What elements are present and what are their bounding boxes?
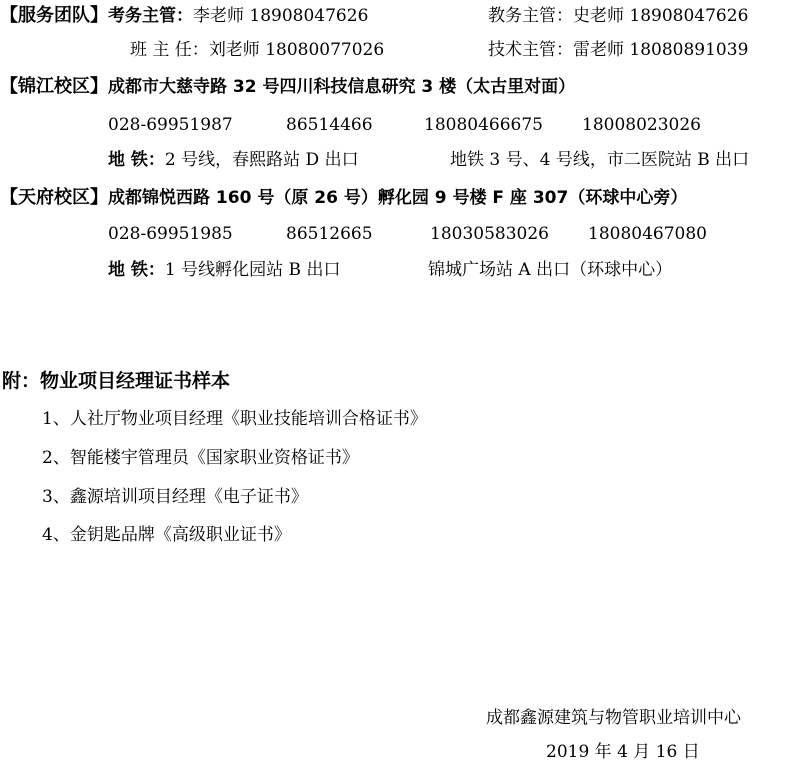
- appendix-item-3: 3、鑫源培训项目经理《电子证书》: [42, 487, 308, 507]
- jinjiang-metro-row: [108, 148, 359, 172]
- tianfu-metro-label: 地 铁：: [108, 260, 165, 280]
- exam-supervisor-contact: 李老师 18908047626: [193, 6, 369, 26]
- appendix-item-4: 4、金钥匙品牌《高级职业证书》: [42, 525, 291, 545]
- jinjiang-campus-address: 成都市大慈寺路 32 号四川科技信息研究 3 楼（太古里对面）: [108, 77, 576, 97]
- edu-supervisor-contact: 史老师 18908047626: [573, 6, 749, 26]
- class-teacher-title: 班 主 任：: [130, 40, 209, 60]
- jinjiang-phone-1: 028-69951987: [108, 115, 233, 135]
- tianfu-phone-3: 18030583026: [430, 224, 549, 244]
- jinjiang-metro-route-2: 地铁 3 号、4 号线，市二医院站 B 出口: [450, 150, 750, 170]
- jinjiang-metro-label: 地 铁：: [108, 150, 165, 170]
- jinjiang-campus-row: [0, 75, 575, 99]
- tianfu-campus-row: [0, 186, 687, 210]
- service-team-label: 【服务团队】: [0, 5, 108, 26]
- jinjiang-phone-3: 18080466675: [424, 115, 543, 135]
- service-team-row-1: [0, 4, 368, 28]
- footer-date: 2019 年 4 月 16 日: [546, 742, 700, 762]
- class-teacher-contact: 刘老师 18080077026: [208, 40, 385, 60]
- tianfu-phone-4: 18080467080: [588, 224, 707, 244]
- exam-supervisor-title: 考务主管：: [108, 6, 193, 26]
- tech-supervisor-contact: 雷老师 18080891039: [573, 40, 749, 60]
- appendix-title: 附：物业项目经理证书样本: [2, 370, 231, 392]
- tianfu-phone-2: 86512665: [286, 224, 373, 244]
- tianfu-metro-route-2: 锦城广场站 A 出口（环球中心）: [428, 260, 673, 280]
- service-team-row-2-right: [488, 38, 748, 62]
- tianfu-phone-1: 028-69951985: [108, 224, 233, 244]
- edu-supervisor-title: 教务主管：: [488, 6, 573, 26]
- jinjiang-campus-label: 【锦江校区】: [0, 76, 108, 97]
- appendix-item-1: 1、人社厅物业项目经理《职业技能培训合格证书》: [42, 409, 427, 429]
- service-team-row-2: [130, 38, 384, 62]
- service-team-row-1-right: [488, 4, 748, 28]
- footer-organization: 成都鑫源建筑与物管职业培训中心: [486, 708, 741, 728]
- tianfu-metro-route-1: 1 号线孵化园站 B 出口: [164, 260, 341, 280]
- jinjiang-metro-route-1: 2 号线，春熙路站 D 出口: [164, 150, 359, 170]
- tianfu-campus-address: 成都锦悦西路 160 号（原 26 号）孵化园 9 号楼 F 座 307（环球中心旁）: [108, 188, 688, 208]
- jinjiang-phone-4: 18008023026: [582, 115, 701, 135]
- tianfu-campus-label: 【天府校区】: [0, 187, 108, 208]
- jinjiang-phone-2: 86514466: [286, 115, 373, 135]
- tech-supervisor-title: 技术主管：: [488, 40, 573, 60]
- appendix-item-2: 2、智能楼宇管理员《国家职业资格证书》: [42, 448, 359, 468]
- tianfu-metro-row: [108, 258, 340, 282]
